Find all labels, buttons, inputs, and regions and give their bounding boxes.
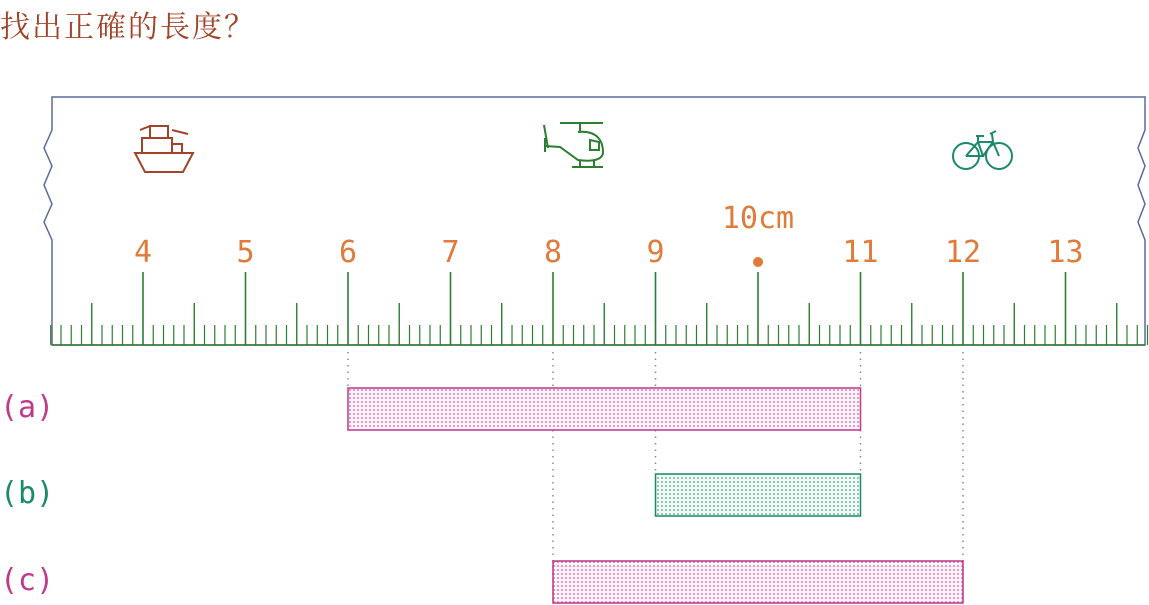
ruler-number: 7 [441, 235, 460, 270]
length-bars [348, 388, 963, 603]
page-title: 找出正確的長度？ [0, 10, 256, 45]
length-bar [348, 388, 861, 430]
ruler-number: 11 [842, 235, 879, 270]
ruler-number: 8 [543, 235, 563, 270]
bar-label: (a) [0, 390, 55, 425]
ruler-number: 13 [1047, 235, 1084, 270]
ruler-number: 4 [133, 235, 153, 270]
ruler-number: 6 [338, 235, 358, 270]
highlight-dot [753, 257, 763, 267]
length-bar [656, 474, 861, 516]
ruler-number: 5 [236, 235, 255, 270]
ruler-number: 12 [944, 235, 982, 270]
ruler-number: 9 [646, 235, 665, 270]
bar-label: (b) [0, 476, 55, 511]
length-bar [553, 561, 963, 603]
bar-label: (c) [0, 563, 55, 598]
highlight-label: 10cm [721, 201, 795, 236]
